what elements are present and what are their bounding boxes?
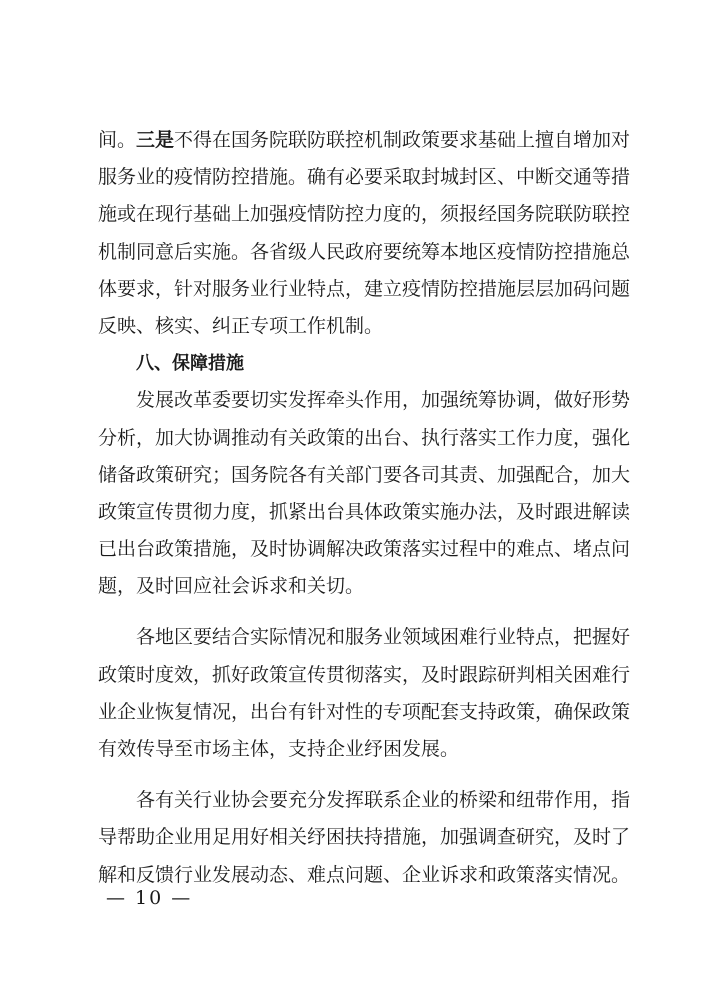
- text-line: 各地区要结合实际情况和服务业领域困难行业特点，把握好: [136, 626, 631, 649]
- text-line: 体要求，针对服务业行业特点，建立疫情防控措施层层加码问题: [98, 277, 631, 300]
- text-line: 已出台政策措施，及时协调解决政策落实过程中的难点、堵点问: [98, 538, 631, 561]
- text-line: 反映、核实、纠正专项工作机制。: [98, 314, 384, 337]
- text-line: 政策宣传贯彻力度，抓紧出台具体政策实施办法，及时跟进解读: [98, 500, 631, 523]
- text-line: 导帮助企业用足用好相关纾困扶持措施，加强调查研究，及时了: [98, 826, 631, 849]
- text-line: 发展改革委要切实发挥牵头作用，加强统筹协调，做好形势: [136, 389, 631, 412]
- document-body: [98, 122, 631, 894]
- text-line: 有效传导至市场主体，支持企业纾困发展。: [98, 738, 460, 760]
- text-run: 不得在国务院联防联控机制政策要求基础上擅自增加对: [174, 129, 631, 151]
- paragraph-associations: [98, 782, 631, 894]
- page-number: — 10 —: [106, 887, 193, 909]
- emphasis-label: 三是: [136, 129, 175, 151]
- text-line: 政策时度效，抓好政策宣传贯彻落实，及时跟踪研判相关困难行: [98, 663, 631, 686]
- text-line: 机制同意后实施。各省级人民政府要统筹本地区疫情防控措施总: [98, 240, 631, 263]
- text-line: 各有关行业协会要充分发挥联系企业的桥梁和纽带作用，指: [136, 789, 631, 812]
- text-line: 业企业恢复情况，出台有针对性的专项配套支持政策，确保政策: [98, 700, 631, 723]
- text-run: 间。: [98, 129, 137, 151]
- text-line: 分析，加大协调推动有关政策的出台、执行落实工作力度，强化: [98, 426, 631, 449]
- text-line: 题，及时回应社会诉求和关切。: [98, 575, 365, 598]
- paragraph-continuation: [98, 122, 631, 345]
- section-heading: 八、保障措施: [136, 353, 244, 375]
- paragraph-spacer: [98, 605, 610, 619]
- paragraph-regions: [98, 619, 631, 768]
- text-line: 储备政策研究；国务院各有关部门要各司其责、加强配合，加大: [98, 463, 631, 486]
- text-line: [98, 122, 631, 159]
- text-line: 服务业的疫情防控措施。确有必要采取封城封区、中断交通等措: [98, 166, 631, 189]
- paragraph-guarantee-measures: [98, 382, 631, 605]
- text-line: 解和反馈行业发展动态、难点问题、企业诉求和政策落实情况。: [98, 863, 631, 886]
- text-line: 施或在现行基础上加强疫情防控力度的，须报经国务院联防联控: [98, 203, 631, 226]
- paragraph-spacer: [98, 768, 610, 782]
